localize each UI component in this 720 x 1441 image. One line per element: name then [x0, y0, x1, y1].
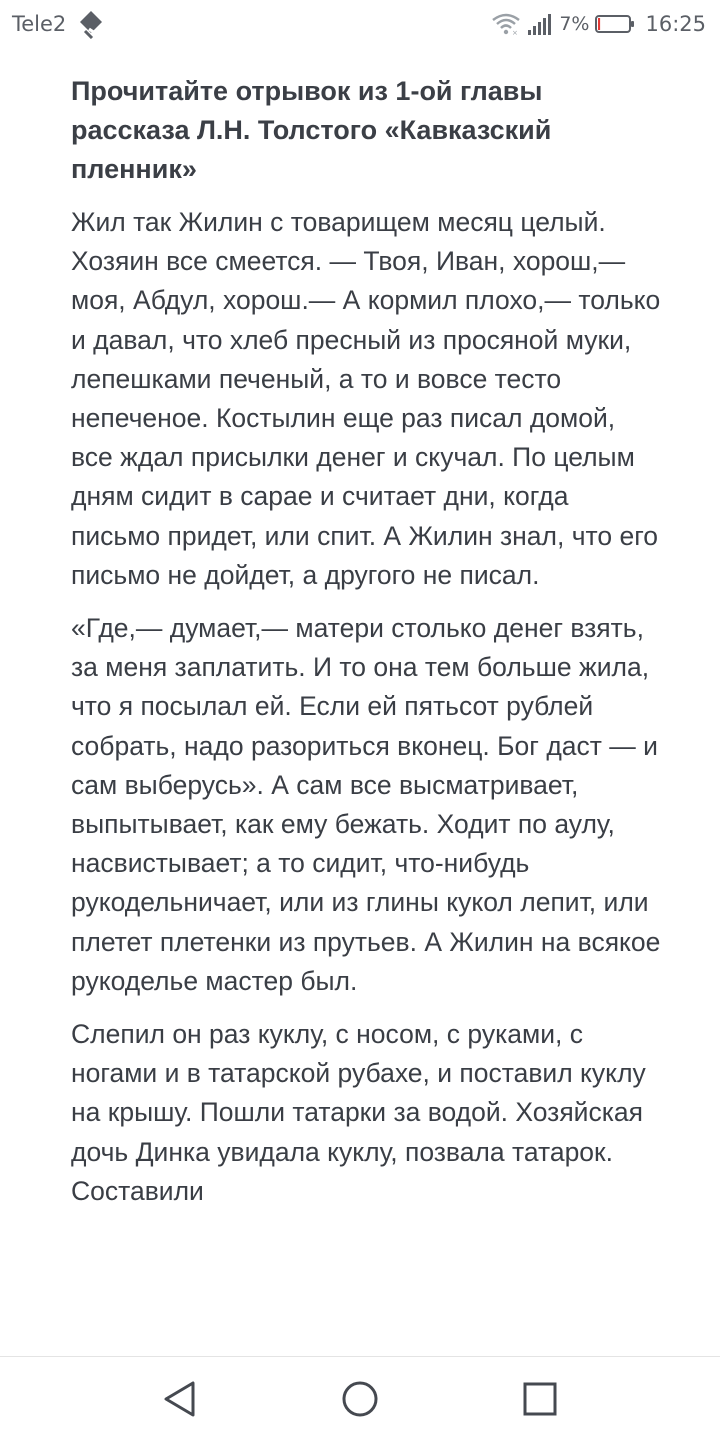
recents-button[interactable]: [518, 1377, 562, 1421]
svg-text:×: ×: [512, 29, 519, 36]
home-button[interactable]: [338, 1377, 382, 1421]
carrier-name: Tele2: [12, 12, 67, 36]
back-button[interactable]: [158, 1377, 202, 1421]
paragraph: «Где,— думает,— матери столько денег взять, за меня заплатить. И то она тем больше жила, что я посылал ей. Если ей пятьсот рублей собрать, надо разориться вконец. Бог даст — и сам выберусь». А сам все высматривает, выпытывает, как ему бежать. Ходит по аулу, насвистывает; а то сидит, что-нибудь рукодельничает, или из глины кукол лепит, или плетет плетенки из прутьев. А Жилин на всякое рукоделье мастер был.: [71, 613, 661, 996]
back-triangle-icon: [162, 1380, 198, 1418]
signal-bars-icon: [527, 13, 553, 35]
recents-square-icon: [522, 1381, 558, 1417]
home-circle-icon: [340, 1379, 380, 1419]
battery-percent: 7%: [559, 13, 590, 35]
battery-icon: [595, 14, 635, 34]
navigation-bar: [0, 1356, 720, 1441]
status-icons: [491, 10, 706, 38]
paragraph: Жил так Жилин с товарищем месяц целый. Хозяин все смеется. — Твоя, Иван, хорош,— моя, Абдул, хорош.— А кормил плохо,— только и давал, что хлеб пресный из просяной муки, лепешками печеный, а то и вовсе тесто непеченое. Костылин еще раз писал домой, все ждал присылки денег и скучал. По целым дням сидит в сарае и считает дни, когда письмо придет, или спит. А Жилин знал, что его письмо не дойдет, а другого не писал.: [71, 207, 661, 590]
wifi-icon: [491, 12, 521, 36]
article-content: [71, 72, 661, 1225]
paragraph: Слепил он раз куклу, с носом, с руками, с ногами и в татарской рубахе, и поставил куклу на крышу. Пошли татарки за водой. Хозяйская дочь Динка увидала куклу, позвала татарок. Составили: [71, 1019, 646, 1206]
cellular-data-icon: [77, 9, 105, 39]
clock: 16:25: [645, 12, 706, 36]
status-bar: [0, 0, 720, 48]
article-title: Прочитайте отрывок из 1-ой главы рассказа Л.Н. Толстого «Кавказский пленник»: [71, 76, 552, 184]
